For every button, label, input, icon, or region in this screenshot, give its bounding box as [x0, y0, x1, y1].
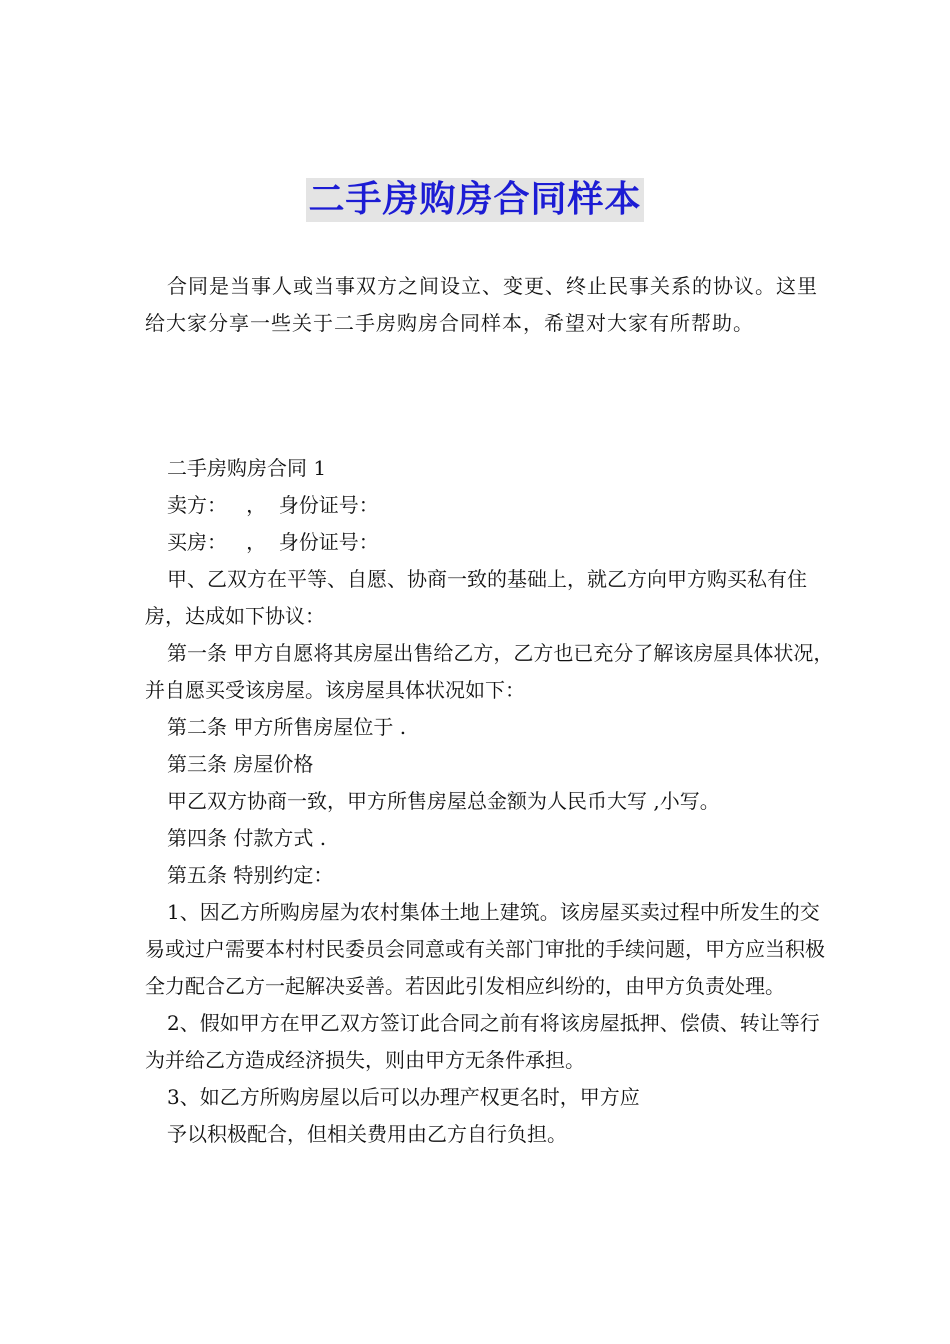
- article-1: 第一条 甲方自愿将其房屋出售给乙方，乙方也已充分了解该房屋具体状况，并自愿买受该房屋。该房屋具体状况如下：: [145, 641, 834, 702]
- article-2: 第二条 甲方所售房屋位于 .: [167, 715, 407, 739]
- clause-3-continued: 予以积极配合，但相关费用由乙方自行负担。: [167, 1122, 567, 1146]
- article-3: 第三条 房屋价格: [167, 752, 314, 776]
- seller-line: 卖方： ， 身份证号：: [167, 493, 379, 517]
- document-title: 二手房购房合同样本: [308, 179, 642, 220]
- buyer-line: 买房： ， 身份证号：: [167, 530, 379, 554]
- intro-paragraph: 合同是当事人或当事双方之间设立、变更、终止民事关系的协议。这里给大家分享一些关于二手房购房合同样本，希望对大家有所帮助。: [145, 274, 818, 335]
- contract-heading: 二手房购房合同 1: [167, 456, 327, 480]
- clause-1: 1、因乙方所购房屋为农村集体土地上建筑。该房屋买卖过程中所发生的交易或过户需要本村村民委员会同意或有关部门审批的手续问题，甲方应当积极全力配合乙方一起解决妥善。若因此引发相应纠纷的，由甲方负责处理。: [145, 900, 825, 998]
- clause-2: 2、假如甲方在甲乙双方签订此合同之前有将该房屋抵押、偿债、转让等行为并给乙方造成经济损失，则由甲方无条件承担。: [145, 1011, 820, 1072]
- contract-section: [145, 450, 835, 1153]
- preamble-paragraph: 甲、乙双方在平等、自愿、协商一致的基础上，就乙方向甲方购买私有住房，达成如下协议：: [145, 567, 807, 628]
- intro-section: [145, 268, 835, 342]
- price-line: 甲乙双方协商一致，甲方所售房屋总金额为人民币大写 ,小写。: [167, 789, 720, 813]
- title-container: [0, 178, 950, 222]
- article-4: 第四条 付款方式 .: [167, 826, 327, 850]
- clause-3: 3、如乙方所购房屋以后可以办理产权更名时，甲方应: [167, 1085, 640, 1109]
- article-5: 第五条 特别约定：: [167, 863, 334, 887]
